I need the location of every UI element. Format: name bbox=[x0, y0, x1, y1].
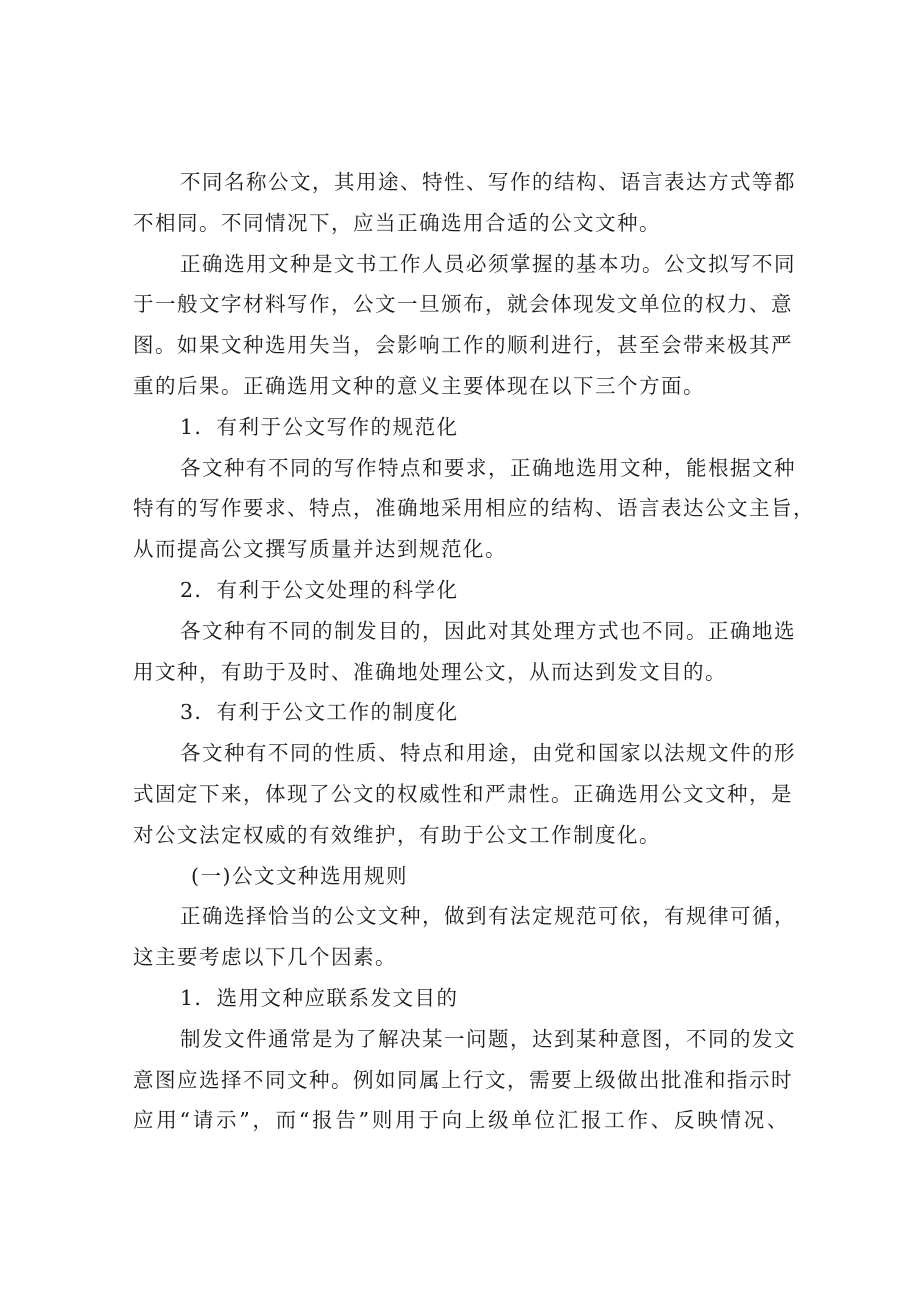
paragraph-line: 这主要考虑以下几个因素。 bbox=[133, 945, 397, 970]
paragraph-line: 特有的写作要求、特点，准确地采用相应的结构、语言表达公文主旨， bbox=[133, 496, 815, 521]
section-heading: 2．有利于公文处理的科学化 bbox=[180, 577, 459, 602]
paragraph-line: 对公文法定权威的有效维护，有助于公文工作制度化。 bbox=[133, 822, 661, 847]
paragraph-line: 正确选用文种是文书工作人员必须掌握的基本功。公文拟写不同 bbox=[180, 251, 796, 276]
paragraph-line: 用文种，有助于及时、准确地处理公文，从而达到发文目的。 bbox=[133, 659, 727, 684]
paragraph-line: 不相同。不同情况下，应当正确选用合适的公文文种。 bbox=[133, 210, 661, 235]
section-heading: 3．有利于公文工作的制度化 bbox=[180, 700, 459, 725]
paragraph-line: 从而提高公文撰写质量并达到规范化。 bbox=[133, 537, 507, 562]
section-heading: 1．有利于公文写作的规范化 bbox=[180, 414, 459, 439]
paragraph-line: 重的后果。正确选用文种的意义主要体现在以下三个方面。 bbox=[133, 373, 705, 398]
paragraph-line: 各文种有不同的制发目的，因此对其处理方式也不同。正确地选 bbox=[180, 618, 796, 643]
section-heading: 1．选用文种应联系发文目的 bbox=[180, 985, 459, 1010]
paragraph-line: 图。如果文种选用失当，会影响工作的顺利进行，甚至会带来极其严 bbox=[133, 333, 793, 358]
paragraph-line: 正确选择恰当的公文文种，做到有法定规范可依，有规律可循， bbox=[180, 904, 796, 929]
paragraph-line: 应用“请示”，而“报告”则用于向上级单位汇报工作、反映情况、 bbox=[133, 1108, 789, 1133]
paragraph-line: 于一般文字材料写作，公文一旦颁布，就会体现发文单位的权力、意 bbox=[133, 292, 793, 317]
document-body bbox=[133, 162, 815, 1141]
paragraph-line: 各文种有不同的写作特点和要求，正确地选用文种，能根据文种 bbox=[180, 455, 796, 480]
paragraph-line: 各文种有不同的性质、特点和用途，由党和国家以法规文件的形 bbox=[180, 741, 796, 766]
paragraph-line: 式固定下来，体现了公文的权威性和严肃性。正确选用公文文种，是 bbox=[133, 781, 793, 806]
paragraph-line: 意图应选择不同文种。例如同属上行文，需要上级做出批准和指示时 bbox=[133, 1067, 793, 1092]
section-heading: (一)公文文种选用规则 bbox=[191, 863, 408, 888]
paragraph-line: 制发文件通常是为了解决某一问题，达到某种意图，不同的发文 bbox=[180, 1026, 796, 1051]
paragraph-line: 不同名称公文，其用途、特性、写作的结构、语言表达方式等都 bbox=[180, 170, 796, 194]
